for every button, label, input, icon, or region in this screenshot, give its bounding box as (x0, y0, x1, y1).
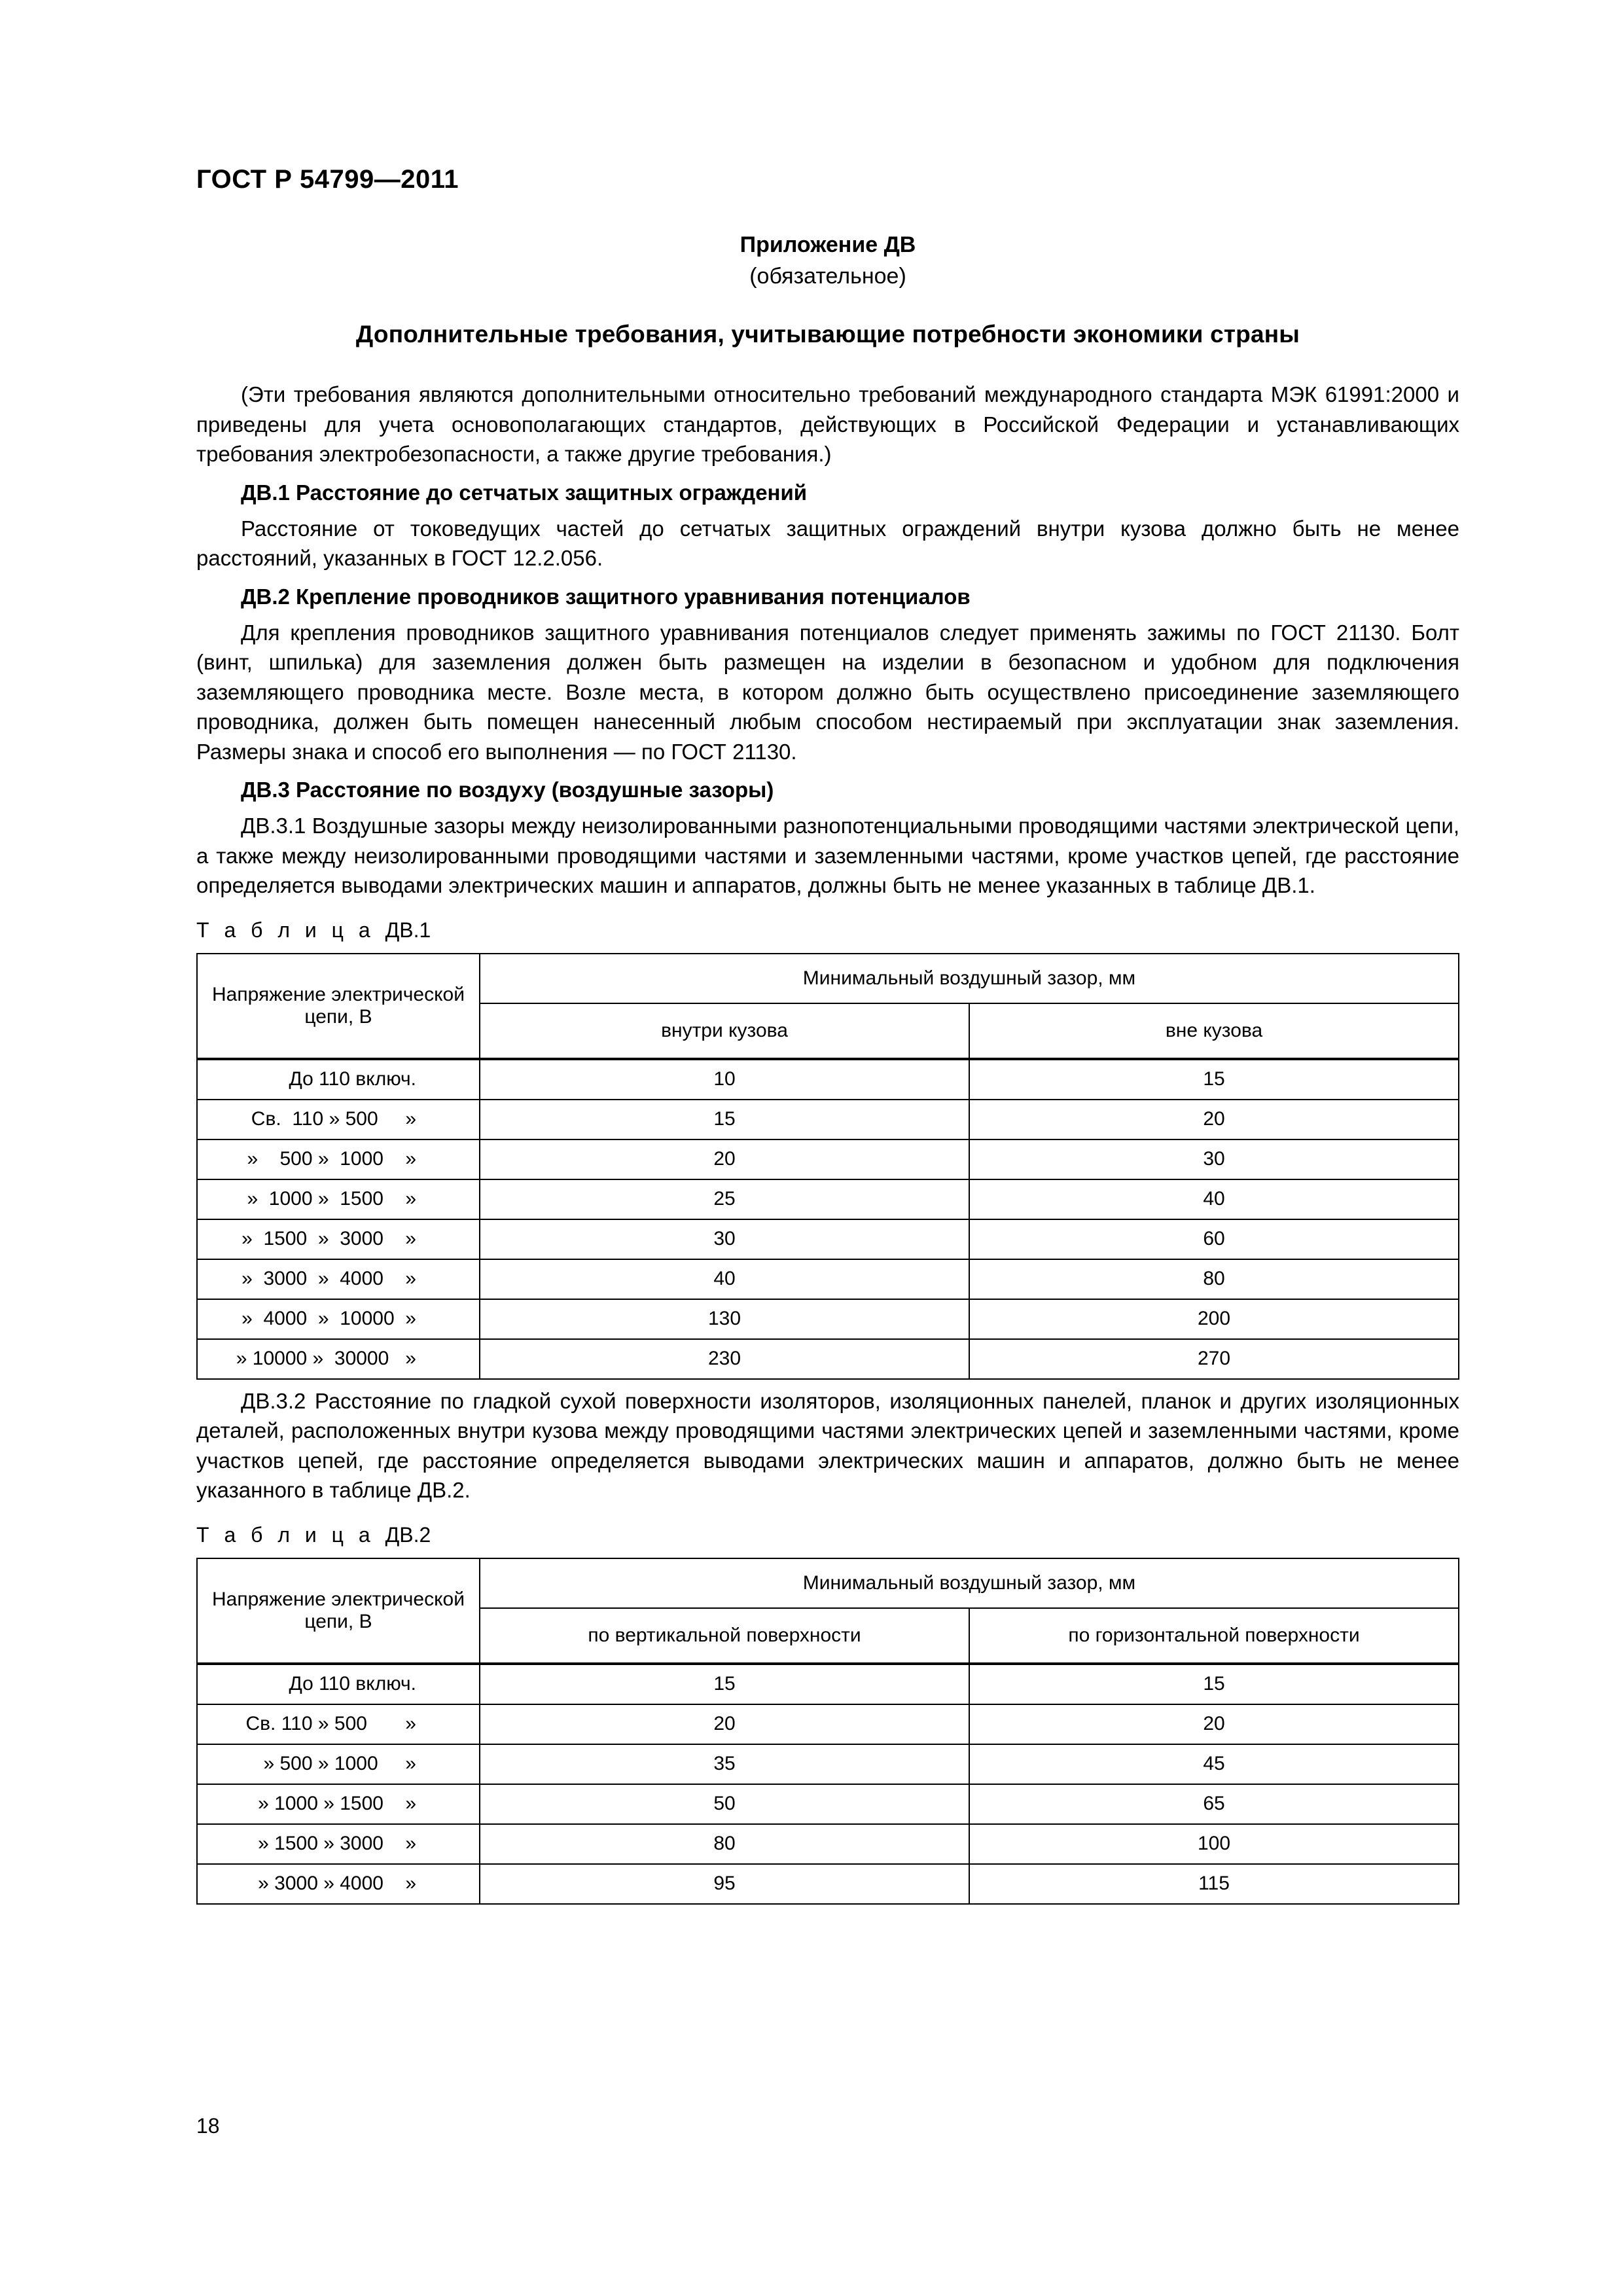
cell-vertical: 80 (480, 1824, 969, 1864)
document-body (196, 380, 1459, 1905)
table-row (197, 1784, 1459, 1824)
cell-voltage: Св. 110 » 500 » (197, 1100, 480, 1139)
table-row (197, 1059, 1459, 1100)
section-heading-dv3: ДВ.3 Расстояние по воздуху (воздушные зазоры) (241, 778, 774, 802)
table2-caption (196, 1521, 1459, 1549)
cell-outside: 60 (969, 1219, 1459, 1259)
table-row (197, 1339, 1459, 1379)
cell-outside: 80 (969, 1259, 1459, 1299)
cell-horizontal: 20 (969, 1704, 1459, 1744)
cell-voltage: » 500 » 1000 » (197, 1744, 480, 1784)
table-row (197, 1100, 1459, 1139)
cell-voltage: » 1000 » 1500 » (197, 1179, 480, 1219)
table-row (197, 1139, 1459, 1179)
cell-inside: 130 (480, 1299, 969, 1339)
table-row (197, 1864, 1459, 1904)
cell-outside: 200 (969, 1299, 1459, 1339)
cell-outside: 40 (969, 1179, 1459, 1219)
table-row (197, 1219, 1459, 1259)
cell-horizontal: 115 (969, 1864, 1459, 1904)
cell-horizontal: 45 (969, 1744, 1459, 1784)
table2-body (197, 1664, 1459, 1904)
cell-inside: 20 (480, 1139, 969, 1179)
annex-title: Дополнительные требования, учитывающие потребности экономики страны (355, 321, 1300, 348)
table-row (197, 1299, 1459, 1339)
cell-horizontal: 100 (969, 1824, 1459, 1864)
table2-caption-prefix: Т а б л и ц а (196, 1522, 385, 1547)
table2-caption-id: ДВ.2 (385, 1522, 431, 1547)
annex-title-block (196, 229, 1459, 351)
cell-vertical: 35 (480, 1744, 969, 1784)
cell-voltage: » 3000 » 4000 » (197, 1259, 480, 1299)
cell-voltage: Св. 110 » 500 » (197, 1704, 480, 1744)
annex-status: (обязательное) (749, 264, 906, 289)
table1-caption (196, 916, 1459, 944)
cell-inside: 40 (480, 1259, 969, 1299)
cell-voltage: » 3000 » 4000 » (197, 1864, 480, 1904)
section-text-dv3-1: ДВ.3.1 Воздушные зазоры между неизолированными разнопотенциальными проводящими частями электрической цепи, а также между неизолированными проводящими частями и заземленными частями, кроме участков цепей, где расстояние определяется выводами электрических машин и аппаратов, должны быть не менее указанных в таблице ДВ.1. (196, 814, 1459, 897)
table1-col-voltage: Напряжение электрической цепи, В (197, 954, 480, 1059)
table1-caption-prefix: Т а б л и ц а (196, 918, 385, 942)
cell-voltage: » 1500 » 3000 » (197, 1824, 480, 1864)
document-header: ГОСТ Р 54799—2011 (196, 165, 459, 194)
table2-col-sub2: по горизонтальной поверхности (969, 1608, 1459, 1664)
cell-vertical: 20 (480, 1704, 969, 1744)
section-heading-dv2: ДВ.2 Крепление проводников защитного уравнивания потенциалов (241, 584, 971, 609)
table-row (197, 1744, 1459, 1784)
section-heading-dv1: ДВ.1 Расстояние до сетчатых защитных ограждений (241, 480, 808, 505)
table-dv1 (196, 953, 1459, 1380)
cell-voltage: » 4000 » 10000 » (197, 1299, 480, 1339)
cell-vertical: 95 (480, 1864, 969, 1904)
table1-col-sub1: внутри кузова (480, 1003, 969, 1059)
section-text-dv2: Для крепления проводников защитного уравнивания потенциалов следует применять зажимы по ГОСТ 21130. Болт (винт, шпилька) для заземления должен быть размещен на изделии в безопасном и удобном для подключения заземляющего проводника месте. Возле места, в котором должно быть осуществлено присоединение заземляющего проводника, должен быть помещен нанесенный любым способом нестираемый при эксплуатации знак заземления. Размеры знака и способ его выполнения — по ГОСТ 21130. (196, 620, 1459, 764)
table1-col-sub2: вне кузова (969, 1003, 1459, 1059)
page-number: 18 (196, 2114, 220, 2138)
cell-voltage: » 1500 » 3000 » (197, 1219, 480, 1259)
table-row (197, 1704, 1459, 1744)
table1-body (197, 1059, 1459, 1379)
cell-vertical: 50 (480, 1784, 969, 1824)
section-text-dv1: Расстояние от токоведущих частей до сетчатых защитных ограждений внутри кузова должно быть не менее расстояний, указанных в ГОСТ 12.2.056. (196, 516, 1459, 570)
section-text-dv3-2: ДВ.3.2 Расстояние по гладкой сухой поверхности изоляторов, изоляционных панелей, планок и других изоляционных деталей, расположенных внутри кузова между проводящими частями электрических цепей и заземленными частями, кроме участков цепей, где расстояние определяется выводами электрических машин и аппаратов, должно быть не менее указанного в таблице ДВ.2. (196, 1388, 1459, 1502)
cell-outside: 15 (969, 1059, 1459, 1100)
table-row (197, 1259, 1459, 1299)
cell-voltage: » 10000 » 30000 » (197, 1339, 480, 1379)
cell-outside: 30 (969, 1139, 1459, 1179)
cell-inside: 30 (480, 1219, 969, 1259)
table-dv2 (196, 1558, 1459, 1905)
cell-outside: 20 (969, 1100, 1459, 1139)
cell-voltage: » 1000 » 1500 » (197, 1784, 480, 1824)
cell-vertical: 15 (480, 1664, 969, 1704)
cell-voltage: До 110 включ. (197, 1664, 480, 1704)
table2-col-group: Минимальный воздушный зазор, мм (480, 1558, 1459, 1608)
cell-voltage: » 500 » 1000 » (197, 1139, 480, 1179)
cell-inside: 10 (480, 1059, 969, 1100)
cell-inside: 15 (480, 1100, 969, 1139)
table-header-row (197, 954, 1459, 1003)
table2-head (197, 1558, 1459, 1664)
table1-col-group: Минимальный воздушный зазор, мм (480, 954, 1459, 1003)
table1-caption-id: ДВ.1 (385, 918, 431, 942)
table-row (197, 1824, 1459, 1864)
table2-col-sub1: по вертикальной поверхности (480, 1608, 969, 1664)
cell-outside: 270 (969, 1339, 1459, 1379)
intro-paragraph: (Эти требования являются дополнительными относительно требований международного стандарта МЭК 61991:2000 и приведены для учета основополагающих стандартов, действующих в Российской Федерации и устанавливающих требования электробезопасности, а также другие требования.) (196, 382, 1459, 466)
cell-horizontal: 15 (969, 1664, 1459, 1704)
cell-voltage: До 110 включ. (197, 1059, 480, 1100)
annex-label: Приложение ДВ (740, 232, 916, 257)
table-row (197, 1664, 1459, 1704)
table-header-row (197, 1558, 1459, 1608)
cell-inside: 230 (480, 1339, 969, 1379)
table1-head (197, 954, 1459, 1059)
table-row (197, 1179, 1459, 1219)
cell-horizontal: 65 (969, 1784, 1459, 1824)
cell-inside: 25 (480, 1179, 969, 1219)
table2-col-voltage: Напряжение электрической цепи, В (197, 1558, 480, 1664)
